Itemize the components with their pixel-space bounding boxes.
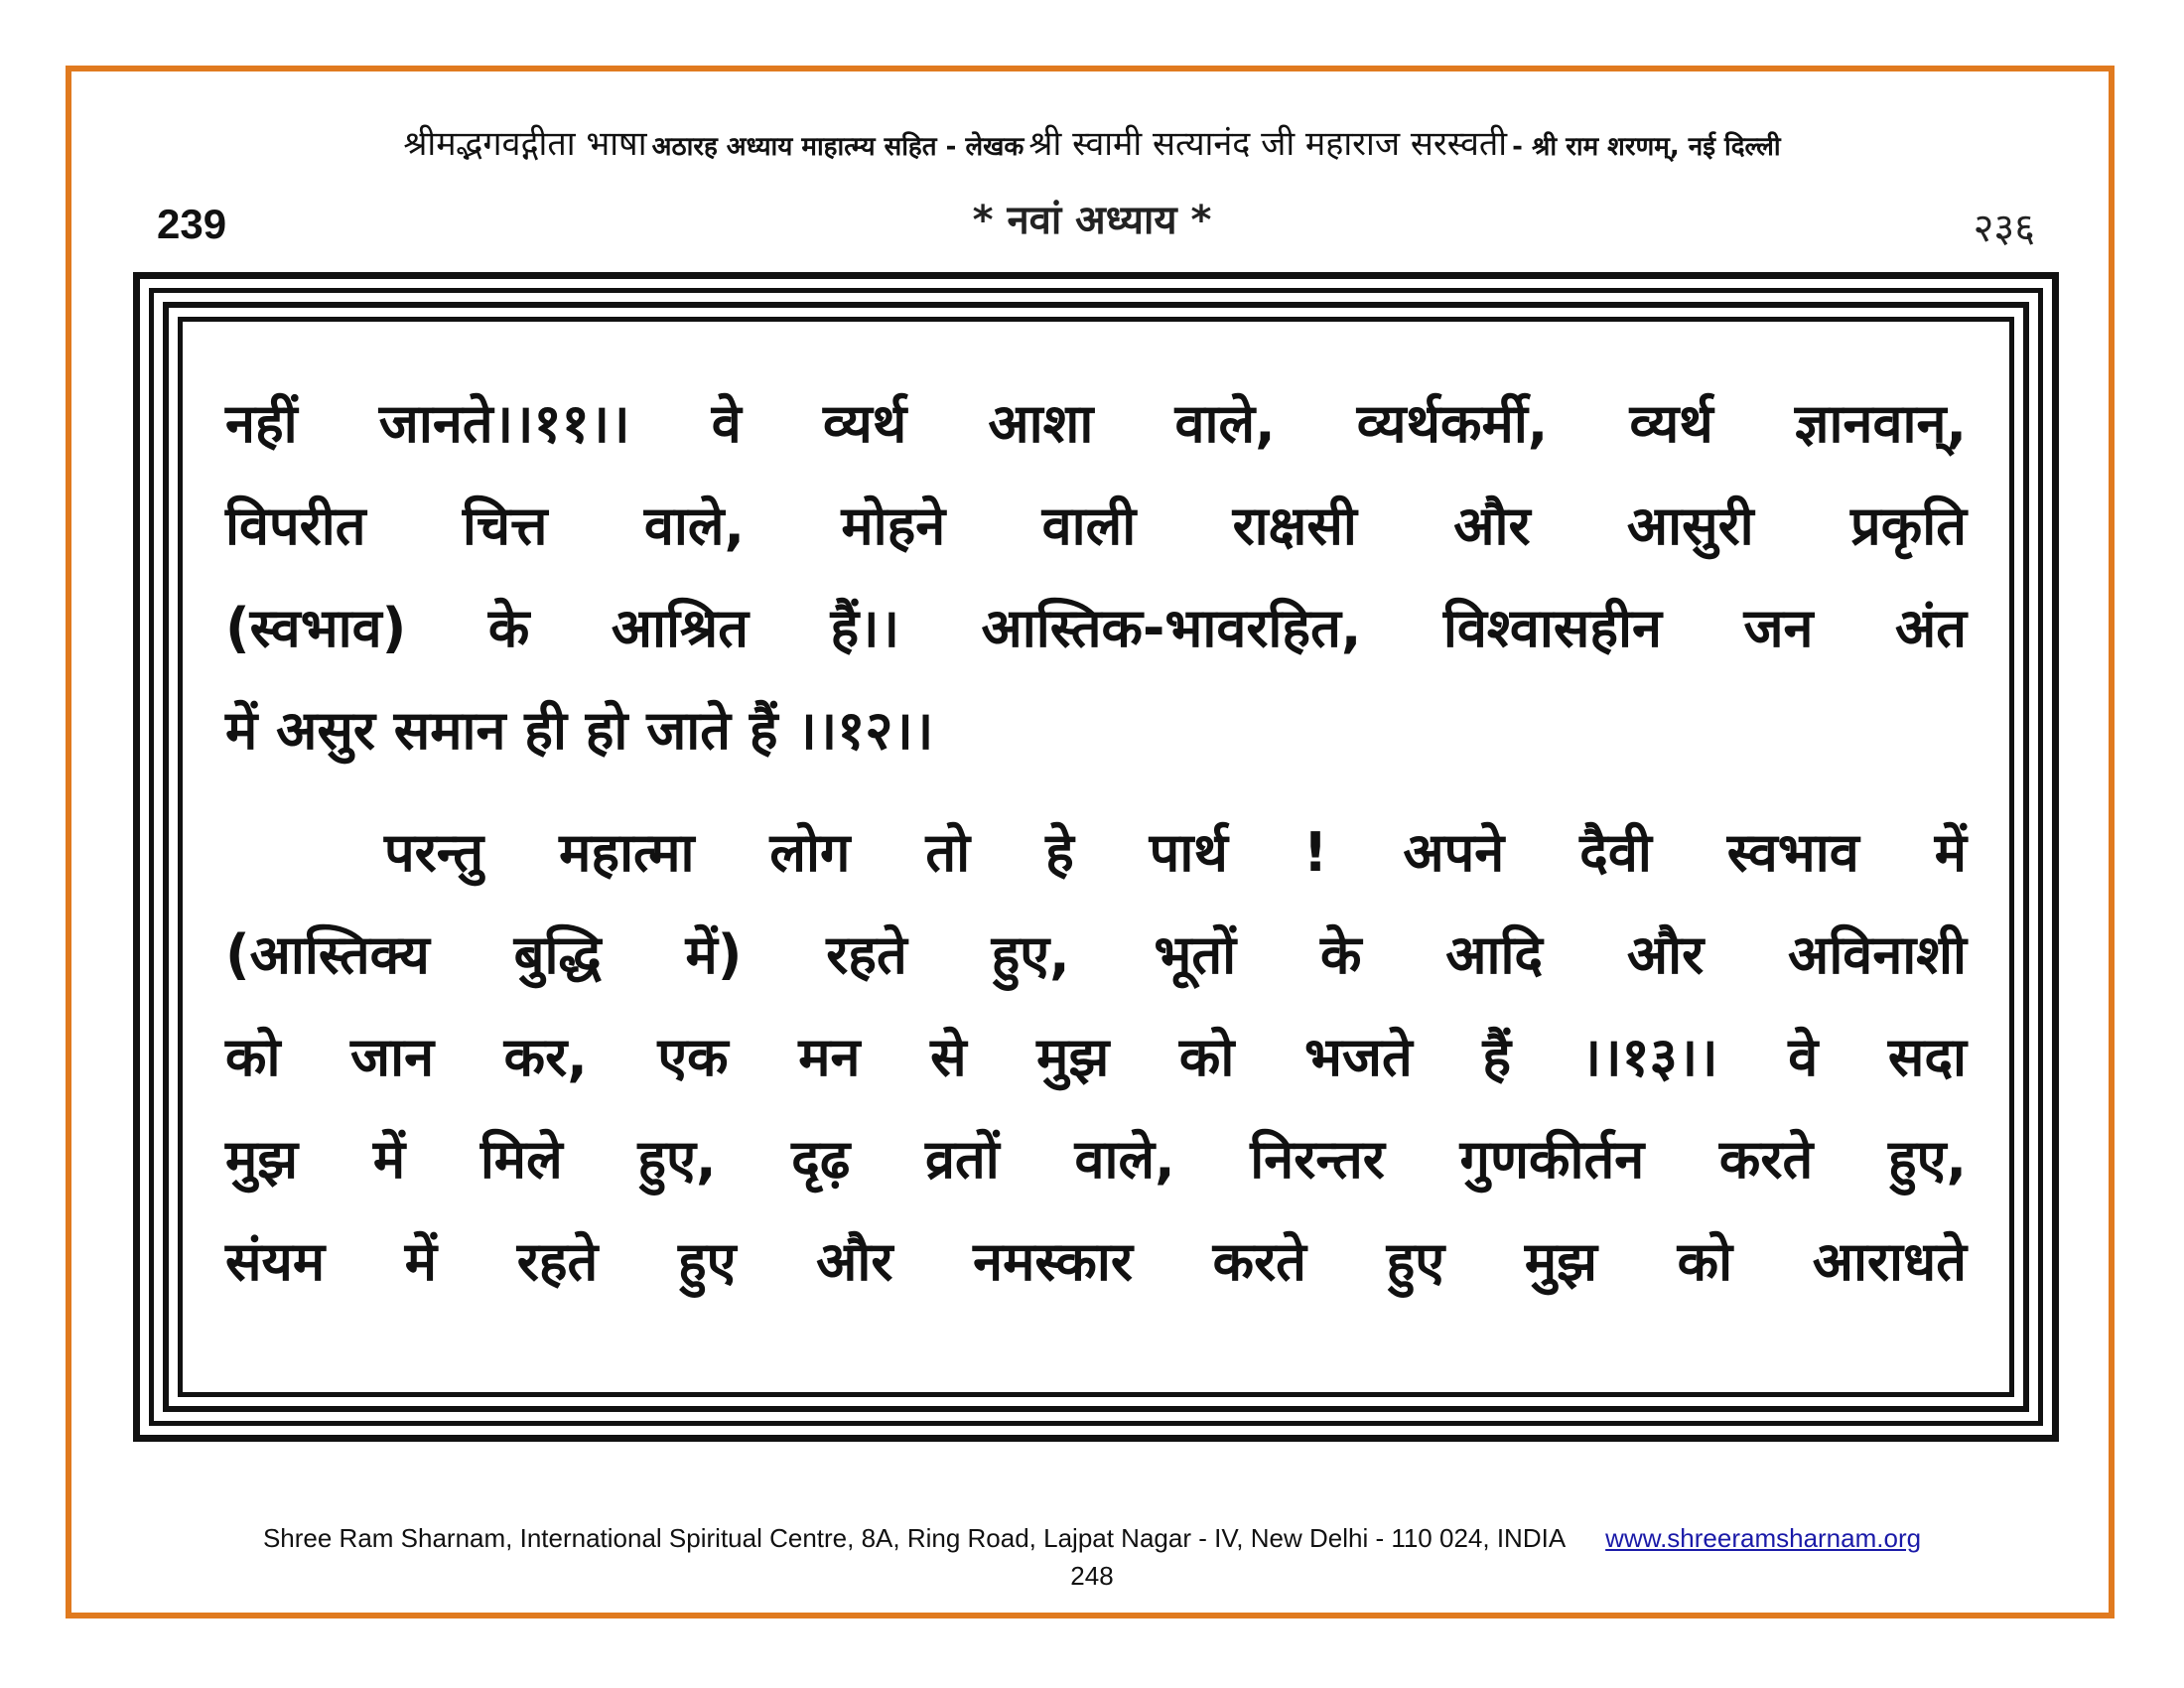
text-line: (स्वभाव) के आश्रित हैं।। आस्तिक-भावरहित, विश्वासहीन जन अंत (225, 597, 1967, 659)
chapter-title: * नवां अध्याय * (972, 198, 1212, 243)
text-line: परन्तु महात्मा लोग तो हे पार्थ ! अपने दैवी स्वभाव में (384, 821, 1967, 884)
text-line: नहीं जानते।।११।। वे व्यर्थ आशा वाले, व्यर्थकर्मी, व्यर्थ ज्ञानवान्, (225, 392, 1967, 455)
text-line: संयम में रहते हुए और नमस्कार करते हुए मुझ को आराधते (225, 1230, 1967, 1293)
website-link[interactable]: www.shreeramsharnam.org (1605, 1523, 1922, 1553)
book-subtitle: अठारह अध्याय माहात्म्य सहित - लेखक (651, 132, 1024, 162)
author-name: श्री स्वामी सत्यानंद जी महाराज सरस्वती (1028, 124, 1508, 164)
text-frame (133, 272, 2059, 1442)
page-header (99, 119, 2085, 165)
book-title: श्रीमद्भगवद्गीता भाषा (403, 124, 647, 164)
page-number-left: 239 (157, 201, 227, 247)
text-line: मुझ में मिले हुए, दृढ़ व्रतों वाले, निरन्तर गुणकीर्तन करते हुए, (225, 1128, 1967, 1191)
paragraph-1 (225, 372, 1967, 781)
text-line: विपरीत चित्त वाले, मोहने वाली राक्षसी और आसुरी प्रकृति (225, 494, 1967, 557)
publisher-name: - श्री राम शरणम्, नई दिल्ली (1512, 132, 1781, 162)
address-text: Shree Ram Sharnam, International Spiritual Centre, 8A, Ring Road, Lajpat Nagar - IV, New Delhi - 110 024, INDIA (262, 1523, 1567, 1553)
paragraph-2 (225, 801, 1967, 1313)
text-line: को जान कर, एक मन से मुझ को भजते हैं ।।१३।। वे सदा (225, 1026, 1967, 1088)
footer-address (0, 1523, 2184, 1554)
text-line: में असुर समान ही हो जाते हैं ।।१२।। (225, 699, 934, 762)
text-line: (आस्तिक्य बुद्धि में) रहते हुए, भूतों के आदि और अविनाशी (225, 923, 1967, 986)
footer-page-number: 248 (1070, 1561, 1114, 1591)
verse-text (225, 372, 1967, 1313)
page-number-right: २३६ (1973, 206, 2035, 251)
